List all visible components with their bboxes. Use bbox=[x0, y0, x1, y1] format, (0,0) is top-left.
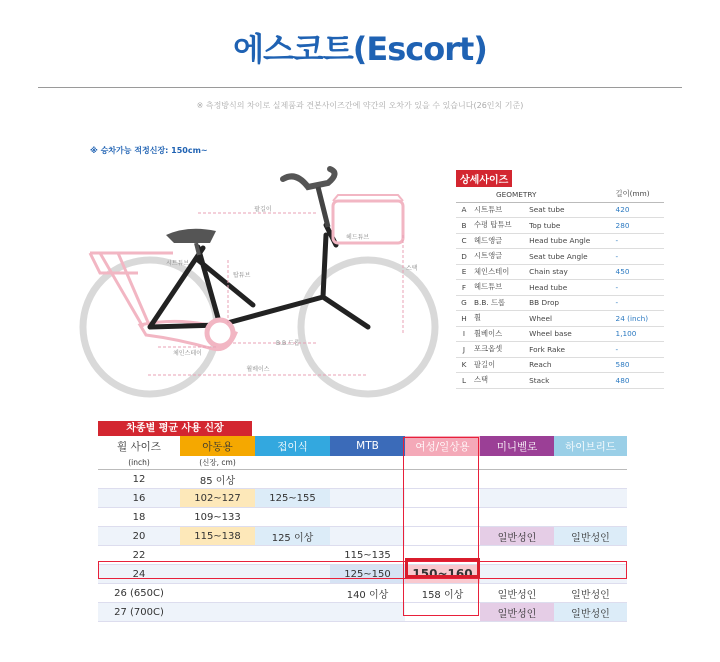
size-value-cell bbox=[330, 489, 405, 508]
diagram-label-head-tube: 헤드튜브 bbox=[346, 234, 370, 241]
geometry-value: 450 bbox=[614, 264, 664, 280]
geometry-letter: E bbox=[456, 264, 472, 280]
size-value-cell: 일반성인 bbox=[480, 603, 554, 622]
size-wheel-cell: 12 bbox=[98, 470, 180, 489]
geometry-letter: C bbox=[456, 233, 472, 249]
size-col-header: 하이브리드 bbox=[554, 436, 627, 456]
size-row bbox=[98, 603, 627, 622]
size-value-cell bbox=[255, 470, 330, 489]
size-value-cell: 158 이상 bbox=[405, 584, 480, 603]
geometry-name-en: Head tube Angle bbox=[527, 233, 613, 249]
geometry-name-en: Stack bbox=[527, 373, 613, 389]
size-value-cell: 102~127 bbox=[180, 489, 255, 508]
diagram-label-stack: 스택 bbox=[406, 265, 418, 272]
geometry-name-ko: 시트튜브 bbox=[472, 202, 527, 218]
geometry-letter: J bbox=[456, 342, 472, 358]
geometry-name-ko: 팔길이 bbox=[472, 357, 527, 373]
stem bbox=[318, 187, 328, 227]
geometry-name-en: Reach bbox=[527, 357, 613, 373]
size-wheel-cell: 27 (700C) bbox=[98, 603, 180, 622]
size-row bbox=[98, 508, 627, 527]
geometry-value: 480 bbox=[614, 373, 664, 389]
size-value-cell bbox=[255, 603, 330, 622]
geometry-row bbox=[456, 373, 664, 389]
geometry-value: - bbox=[614, 342, 664, 358]
size-value-cell: 140 이상 bbox=[330, 584, 405, 603]
geometry-name-ko: 헤드튜브 bbox=[472, 280, 527, 296]
bike-geometry-diagram bbox=[78, 165, 448, 405]
size-wheel-cell: 16 bbox=[98, 489, 180, 508]
geometry-row bbox=[456, 233, 664, 249]
size-value-cell bbox=[330, 603, 405, 622]
geometry-name-ko: 휠베이스 bbox=[472, 326, 527, 342]
geometry-value: 420 bbox=[614, 202, 664, 218]
size-value-cell bbox=[480, 470, 554, 489]
geometry-row bbox=[456, 357, 664, 373]
size-value-cell: 150~160 bbox=[405, 565, 480, 584]
geometry-name-ko: 스택 bbox=[472, 373, 527, 389]
size-row bbox=[98, 489, 627, 508]
highlight-column-womens bbox=[403, 437, 479, 616]
geometry-name-en: Seat tube bbox=[527, 202, 613, 218]
saddle bbox=[166, 229, 216, 243]
geometry-row bbox=[456, 264, 664, 280]
geometry-name-en: Head tube bbox=[527, 280, 613, 296]
geometry-name-en: Top tube bbox=[527, 218, 613, 234]
size-wheel-cell: 24 bbox=[98, 565, 180, 584]
geometry-col-length: 길이(mm) bbox=[614, 187, 664, 202]
geometry-name-ko: 체인스테이 bbox=[472, 264, 527, 280]
size-table-group-header: 차종별 평균 사용 신장 bbox=[98, 421, 252, 436]
geometry-letter: L bbox=[456, 373, 472, 389]
geometry-letter: F bbox=[456, 280, 472, 296]
size-value-cell: 일반성인 bbox=[480, 527, 554, 546]
size-value-cell: 125~155 bbox=[255, 489, 330, 508]
geometry-table bbox=[456, 187, 664, 389]
rider-height-note: ※ 승차가능 적정신장: 150cm~ bbox=[90, 146, 208, 155]
geometry-row bbox=[456, 295, 664, 311]
geometry-letter: B bbox=[456, 218, 472, 234]
geometry-value: 1,100 bbox=[614, 326, 664, 342]
size-value-cell bbox=[480, 508, 554, 527]
size-value-cell: 일반성인 bbox=[480, 584, 554, 603]
size-value-cell bbox=[255, 508, 330, 527]
handlebar bbox=[283, 169, 335, 187]
geometry-value: - bbox=[614, 249, 664, 265]
size-wheel-cell: 22 bbox=[98, 546, 180, 565]
diagram-label-seat-tube: 시트튜브 bbox=[166, 260, 190, 267]
geometry-name-ko: 헤드앵글 bbox=[472, 233, 527, 249]
size-col-wheel: 휠 사이즈 bbox=[98, 436, 180, 456]
size-value-cell: 일반성인 bbox=[554, 584, 627, 603]
size-wheel-cell: 20 bbox=[98, 527, 180, 546]
geometry-letter: D bbox=[456, 249, 472, 265]
geometry-name-ko: 수평 탑튜브 bbox=[472, 218, 527, 234]
geometry-name-en: BB Drop bbox=[527, 295, 613, 311]
chainring bbox=[207, 320, 233, 346]
measurement-note: ※ 측정방식의 차이로 실제품과 견본사이즈간에 약간의 오차가 있을 수 있습니다(26인치 기준) bbox=[196, 101, 524, 110]
geometry-letter: K bbox=[456, 357, 472, 373]
size-col-wheel-unit: (inch) bbox=[98, 456, 180, 470]
geometry-name-ko: 포크옵셋 bbox=[472, 342, 527, 358]
geometry-name-en: Chain stay bbox=[527, 264, 613, 280]
geometry-row bbox=[456, 249, 664, 265]
size-value-cell: 115~138 bbox=[180, 527, 255, 546]
geometry-row bbox=[456, 326, 664, 342]
size-value-cell: 125 이상 bbox=[255, 527, 330, 546]
geometry-name-en: Seat tube Angle bbox=[527, 249, 613, 265]
diagram-label-top-tube: 탑튜브 bbox=[233, 272, 251, 279]
geometry-name-ko: 시트앵글 bbox=[472, 249, 527, 265]
size-value-cell bbox=[330, 527, 405, 546]
size-table bbox=[98, 436, 627, 622]
size-value-cell: 일반성인 bbox=[554, 527, 627, 546]
geometry-header: 상세사이즈 bbox=[456, 170, 512, 187]
geometry-row bbox=[456, 311, 664, 327]
geometry-name-en: Fork Rake bbox=[527, 342, 613, 358]
diagram-label-bb-drop: B.B.드롭 bbox=[276, 340, 300, 347]
geometry-row bbox=[456, 218, 664, 234]
size-col-header: 미니벨로 bbox=[480, 436, 554, 456]
page-title: 에스코트(Escort) bbox=[233, 30, 487, 68]
geometry-value: - bbox=[614, 295, 664, 311]
geometry-value: 24 (inch) bbox=[614, 311, 664, 327]
geometry-value: - bbox=[614, 280, 664, 296]
size-value-cell: 109~133 bbox=[180, 508, 255, 527]
size-value-cell bbox=[330, 508, 405, 527]
geometry-row bbox=[456, 342, 664, 358]
size-wheel-cell: 18 bbox=[98, 508, 180, 527]
geometry-name-en: Wheel bbox=[527, 311, 613, 327]
highlight-row-24 bbox=[98, 561, 627, 579]
size-col-header: 아동용 bbox=[180, 436, 255, 456]
size-value-cell: 일반성인 bbox=[554, 603, 627, 622]
size-value-cell bbox=[255, 584, 330, 603]
geometry-panel bbox=[456, 168, 666, 389]
diagram-label-chain-stay: 체인스테이 bbox=[173, 350, 202, 357]
size-value-cell: 115~135 bbox=[330, 546, 405, 565]
size-wheel-cell: 26 (650C) bbox=[98, 584, 180, 603]
size-value-cell: 85 이상 bbox=[180, 470, 255, 489]
geometry-col-label: GEOMETRY bbox=[472, 187, 614, 202]
size-col-header: MTB bbox=[330, 436, 405, 456]
diagram-label-reach: 팔길이 bbox=[254, 206, 272, 213]
geometry-letter: A bbox=[456, 202, 472, 218]
geometry-value: 280 bbox=[614, 218, 664, 234]
geometry-row bbox=[456, 202, 664, 218]
size-row bbox=[98, 527, 627, 546]
geometry-value: 580 bbox=[614, 357, 664, 373]
size-value-cell bbox=[554, 508, 627, 527]
size-value-cell bbox=[554, 489, 627, 508]
geometry-name-en: Wheel base bbox=[527, 326, 613, 342]
size-value-cell bbox=[180, 603, 255, 622]
highlight-cell-150-160 bbox=[405, 558, 480, 578]
geometry-letter: H bbox=[456, 311, 472, 327]
geometry-row bbox=[456, 280, 664, 296]
size-value-cell bbox=[554, 470, 627, 489]
size-col-header: 접이식 bbox=[255, 436, 330, 456]
geometry-letter: G bbox=[456, 295, 472, 311]
divider bbox=[38, 87, 682, 88]
geometry-value: - bbox=[614, 233, 664, 249]
geometry-name-ko: B.B. 드롭 bbox=[472, 295, 527, 311]
size-col-header: 여성/일상용 bbox=[405, 436, 480, 456]
geometry-letter: I bbox=[456, 326, 472, 342]
size-value-cell: 125~150 bbox=[330, 565, 405, 584]
size-row bbox=[98, 470, 627, 489]
diagram-label-wheel-base: 휠베이스 bbox=[246, 366, 270, 373]
size-row bbox=[98, 584, 627, 603]
geometry-name-ko: 휠 bbox=[472, 311, 527, 327]
size-value-cell bbox=[330, 470, 405, 489]
size-col-height-unit: (신장, cm) bbox=[180, 456, 255, 470]
size-value-cell bbox=[180, 584, 255, 603]
size-value-cell bbox=[480, 489, 554, 508]
